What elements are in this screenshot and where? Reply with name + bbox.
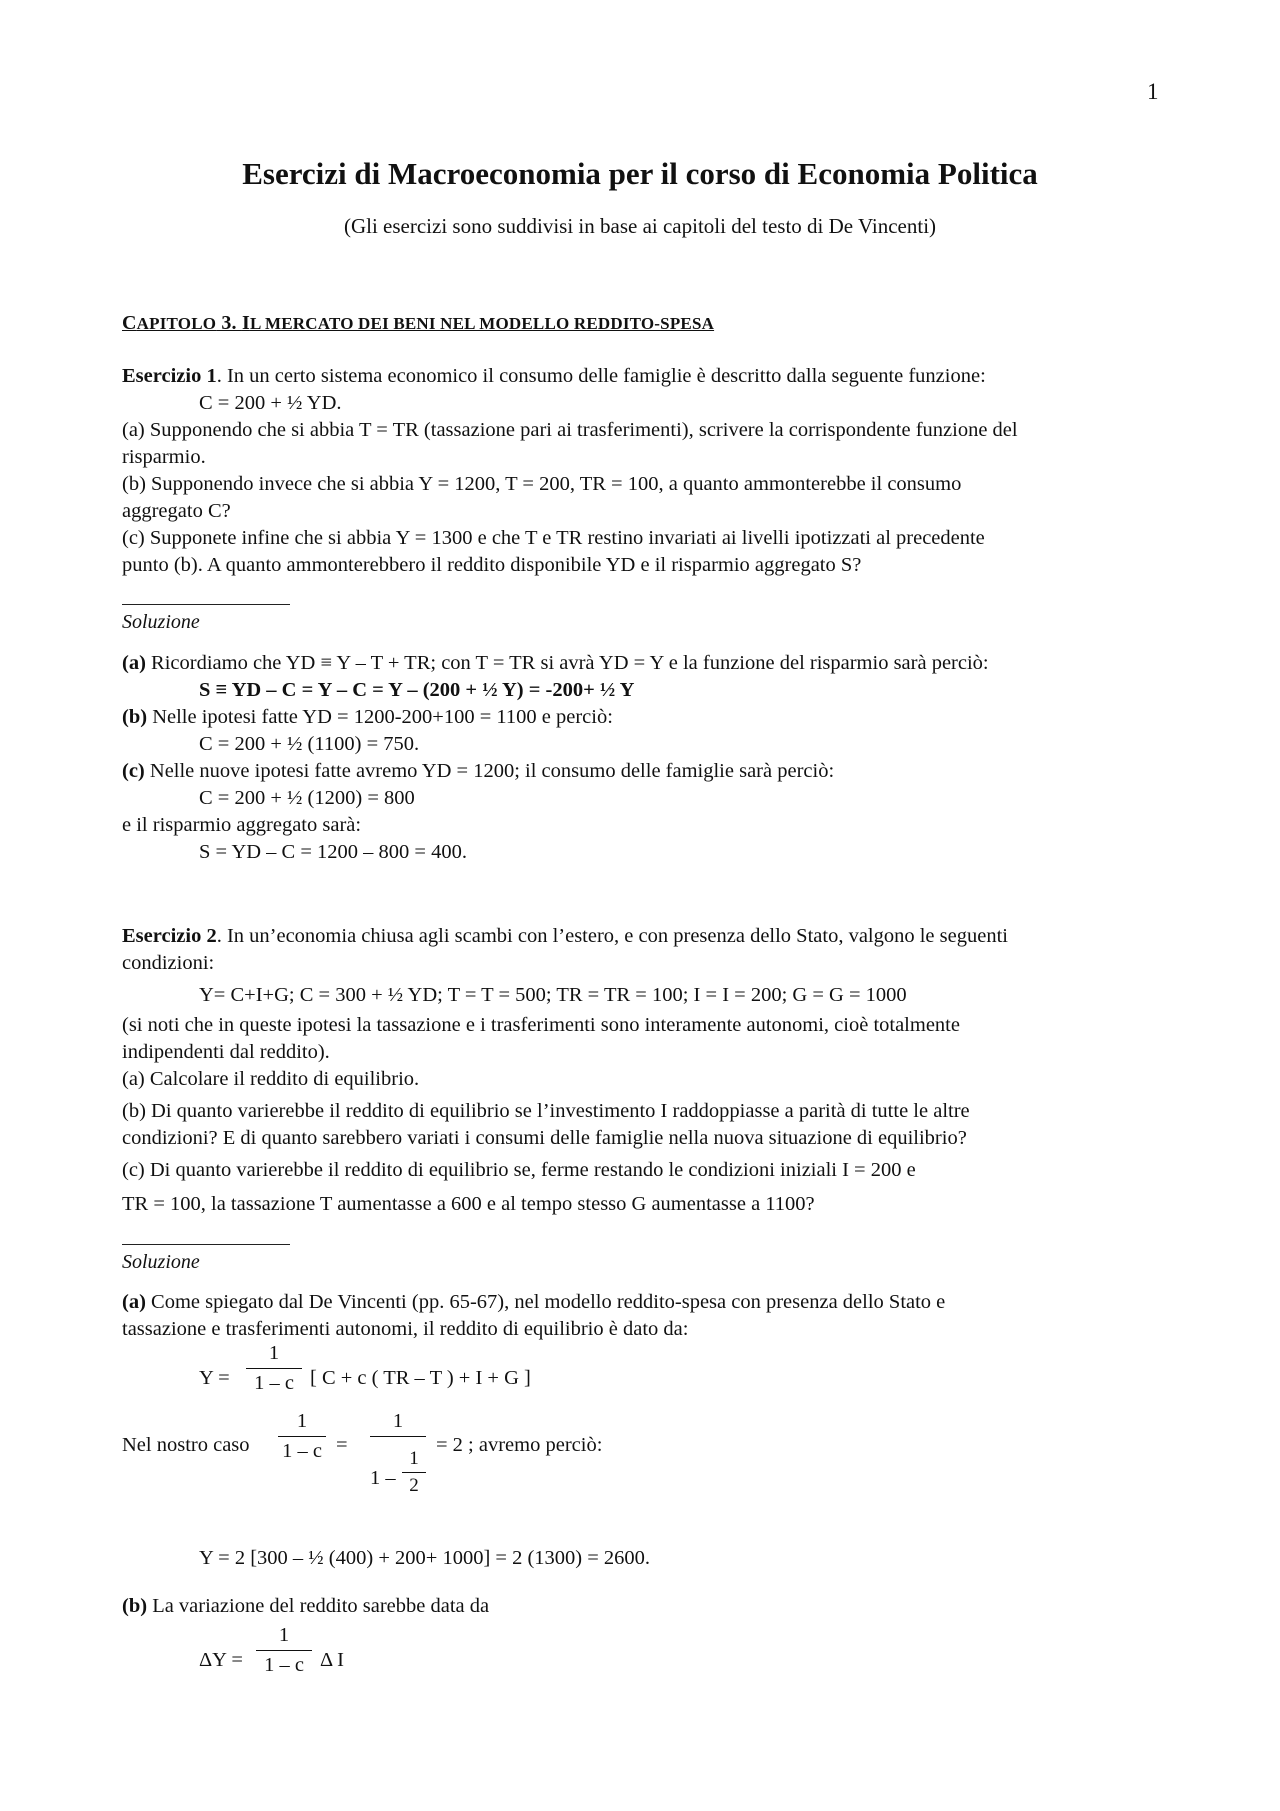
- exercise-2-intro-cont: condizioni:: [122, 952, 215, 974]
- solution-2-label: Soluzione: [122, 1251, 200, 1273]
- solution-2-b: (b) La variazione del reddito sarebbe data da: [122, 1595, 490, 1617]
- exercise-1-part-c: (c) Supponete infine che si abbia Y = 1300 e che T e TR restino invariati ai livelli ipotizzati al precedente: [122, 527, 985, 549]
- solution-1-a: (a) Ricordiamo che YD ≡ Y – T + TR; con T = TR si avrà YD = Y e la funzione del risparmio sarà perciò:: [122, 652, 989, 674]
- solution-1-b-formula: C = 200 + ½ (1100) = 750.: [199, 733, 420, 755]
- exercise-2-note: (si noti che in queste ipotesi la tassazione e i trasferimenti sono interamente autonomi, cioè totalmente: [122, 1014, 960, 1036]
- exercise-2-part-b-cont: condizioni? E di quanto sarebbero variati i consumi delle famiglie nella nuova situazione di equilibrio?: [122, 1127, 967, 1149]
- exercise-2-part-c: (c) Di quanto varierebbe il reddito di equilibrio se, ferme restando le condizioni iniziali I = 200 e: [122, 1159, 916, 1181]
- exercise-1-intro: Esercizio 1. In un certo sistema economico il consumo delle famiglie è descritto dalla seguente funzione:: [122, 365, 986, 387]
- solution-1-c-text: e il risparmio aggregato sarà:: [122, 814, 362, 836]
- chapter-heading: CAPITOLO 3. IL MERCATO DEI BENI NEL MODELLO REDDITO-SPESA: [122, 312, 715, 334]
- delta-y-label: ΔY =: [199, 1649, 243, 1671]
- document-title: Esercizi di Macroeconomia per il corso di Economia Politica: [242, 156, 1038, 191]
- exercise-2-part-c-cont: TR = 100, la tassazione T aumentasse a 600 e al tempo stesso G aumentasse a 1100?: [122, 1193, 815, 1215]
- nostro-fraction: 1 1 – c: [278, 1410, 326, 1463]
- solution-1-a-formula: S ≡ YD – C = Y – C = Y – (200 + ½ Y) = -200+ ½ Y: [199, 679, 635, 701]
- one-minus-label: 1 –: [370, 1467, 396, 1489]
- delta-i-label: Δ I: [320, 1649, 345, 1671]
- exercise-2-note-cont: indipendenti dal reddito).: [122, 1041, 330, 1063]
- exercise-1-formula: C = 200 + ½ YD.: [199, 392, 342, 414]
- exercise-1-part-c-cont: punto (b). A quanto ammonterebbero il reddito disponibile YD e il risparmio aggregato S?: [122, 554, 862, 576]
- y-calculation: Y = 2 [300 – ½ (400) + 200+ 1000] = 2 (1300) = 2600.: [199, 1547, 651, 1569]
- exercise-1-part-b: (b) Supponendo invece che si abbia Y = 1200, T = 200, TR = 100, a quanto ammonterebbe il consumo: [122, 473, 962, 495]
- solution-1-c-formula-2: S = YD – C = 1200 – 800 = 400.: [199, 841, 467, 863]
- exercise-2-part-a: (a) Calcolare il reddito di equilibrio.: [122, 1068, 420, 1090]
- solution-1-b: (b) Nelle ipotesi fatte YD = 1200-200+100 = 1100 e perciò:: [122, 706, 613, 728]
- inner-half-fraction: 1 2: [402, 1448, 426, 1497]
- solution-2-a-cont: tassazione e trasferimenti autonomi, il reddito di equilibrio è dato da:: [122, 1318, 689, 1340]
- equals-sign: =: [336, 1434, 348, 1456]
- solution-1-c: (c) Nelle nuove ipotesi fatte avremo YD = 1200; il consumo delle famiglie sarà perciò:: [122, 760, 835, 782]
- delta-multiplier-fraction: 1 1 – c: [256, 1624, 312, 1677]
- multiplier-fraction: 1 1 – c: [246, 1342, 302, 1395]
- exercise-1-part-a-cont: risparmio.: [122, 446, 206, 468]
- nostro-caso-label: Nel nostro caso: [122, 1434, 250, 1456]
- document-subtitle: (Gli esercizi sono suddivisi in base ai capitoli del testo di De Vincenti): [343, 214, 937, 238]
- exercise-1-part-b-cont: aggregato C?: [122, 500, 231, 522]
- exercise-2-conditions: Y= C+I+G; C = 300 + ½ YD; T = T = 500; TR = TR = 100; I = I = 200; G = G = 1000: [199, 984, 907, 1006]
- page-number: 1: [1147, 79, 1159, 104]
- exercise-2-intro: Esercizio 2. In un’economia chiusa agli scambi con l’estero, e con presenza dello Stato, valgono le seguenti: [122, 925, 1008, 947]
- separator-line: [122, 604, 290, 605]
- equilibrium-bracket: [ C + c ( TR – T ) + I + G ]: [310, 1367, 531, 1389]
- solution-1-label: Soluzione: [122, 611, 200, 633]
- solution-1-c-formula: C = 200 + ½ (1200) = 800: [199, 787, 415, 809]
- separator-line-2: [122, 1244, 290, 1245]
- equilibrium-y-label: Y =: [199, 1367, 230, 1389]
- exercise-1-part-a: (a) Supponendo che si abbia T = TR (tassazione pari ai trasferimenti), scrivere la corrispondente funzione del: [122, 419, 1018, 441]
- solution-2-a: (a) Come spiegato dal De Vincenti (pp. 65-67), nel modello reddito-spesa con presenza dello Stato e: [122, 1291, 946, 1313]
- result-text: = 2 ; avremo perciò:: [436, 1434, 603, 1456]
- half-fraction: 1: [370, 1410, 426, 1440]
- exercise-2-part-b: (b) Di quanto varierebbe il reddito di equilibrio se l’investimento I raddoppiasse a parità di tutte le altre: [122, 1100, 970, 1122]
